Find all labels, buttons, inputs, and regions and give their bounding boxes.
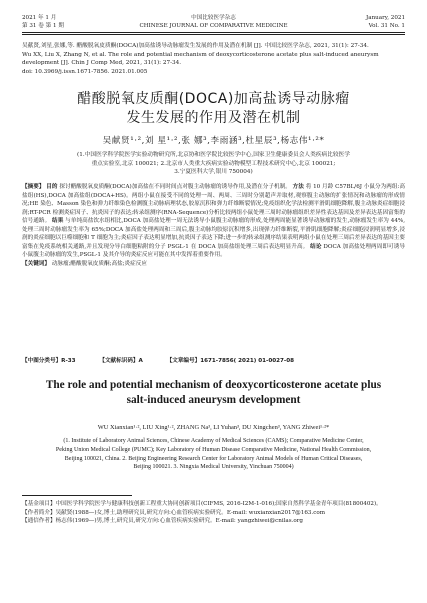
footnote-rule [22,495,132,496]
methods-text: 将 10 月龄 C57BL/6J 小鼠分为两组:高盐组(HS),DOCA 加高盐组(DOCA+HS)。两组小鼠在接受不同的处理一周、两周、三周时分别超声并取材,观察腹主动脉的扩张情况和动脉瘤的形成情况;HE 染色、Masson 染色和弹力纤维染色检测腹主动脉病理状态,胶原沉积和弹力纤维断裂情况;免疫组织化学法检测平滑肌细胞降解,腹主动脉炎症细胞浸润;RT-PCR 检测炎症因子、抗炎因子的表达;转录组测序(RNA-Sequence)分析比较两组小鼠处理三周时动脉瘤组织差异性表达基因及差异表达基因富集的信号通路。 [22,184,406,225]
citation-doi: doi: 10.3969/j.issn.1671-7856. 2021.01.005 [22,68,148,75]
authors-en: WU Xianxian¹·², LIU Xing¹·², ZHANG Na³, LI Yuhan³, DU Xingchen³, YANG Zhiwei¹·²* [97,424,330,431]
results-text: 与单纯高盐饮水组相比,DOCA 加高盐处理一周无法诱导小鼠腹主动脉瘤的形成,处理两周能显著诱导动脉瘤的发生,动脉瘤发生率为 44%,处理三周时动脉瘤发生率为 65%;DOCA 加高盐处理两周和三周后,腹主动脉均胶原沉积增多,出现弹力纤维断裂,平滑肌细胞降解;炎症细胞浸润明显增多,浸润的炎症细胞以巨噬细胞和 T 细胞为主;炎症因子表达明显增加,抗炎因子表达下降;进一步的转录组测序结果表明两组小鼠在处理三周后差异表达的基因主要富集在免疫系统相关通路,并且发现分导白细胞粘附的分子 PSGL-1 在 DOCA 加高盐组处理三周后表达明显升高。 [22,218,405,250]
results-label: 结果 [52,218,64,225]
footnote-fund: 【基金项目】中国医学科学院医学与健康科技创新工程重大协同创新项目(CIFMS, 2016-I2M-1-016);国家自然科学基金青年项目(81800402)。 [22,501,382,507]
authors-cn: 吴献贤¹·²,刘 星¹·²,张 娜³,李雨涵³,杜星辰³,杨志伟¹·²* [102,136,325,146]
classification-row [22,356,405,364]
citation-en: Wu XX, Liu X, Zhang N, et al. The role and potential mechanism of deoxycorticosterone acetate plus salt-induced aneurysm development [J]. Chin J Comp Med, 2021, 31(1): 27-34. [22,51,379,67]
header-rule [22,32,405,33]
affiliations-en: (1. Institute of Laboratory Animal Sciences, Chinese Academy of Medical Sciences (CAMS); Comparative Medicine Center, Peking Union Medical College (PUMC); Key Laboratory of Human Disease Comparative Medicine, National Health Commission, Beijing 100021, China. 2. Beijing Engineering Research Center for Laboratory Animal Models of Human Critical Diseases, Beijing 100021. 3. Ningxia Medical University, Yinchuan 750004) [55,438,372,471]
clc-number: 【中图分类号】R-33 [22,358,76,364]
keywords-text: 动脉瘤;醋酸脱氧皮质酮;高盐;炎症反应 [51,260,147,267]
conclusion-label: 结论 [310,243,322,250]
methods-label: 方法 [292,184,304,190]
affiliations-cn: (1.中国医学科学院医学实验动物研究所,北京协和医学院比较医学中心,国家卫生健康委员会人类疾病比较医学 重点实验室,北京 100021; 2.北京市人类重大疾病实验动物模型工程技术研究中心,北京 100021; 3.宁夏医科大学,银川 750004) [77,152,350,176]
header-issue-cn: 2021 年 1 月 第 31 卷 第 1 期 [22,15,64,29]
footnotes [22,500,405,526]
title-en: The role and potential mechanism of deoxycorticosterone acetate plus salt-induced aneurysm development [45,379,382,406]
header-issue-en: January, 2021 Vol. 31 No. 1 [366,15,405,29]
conclusion-text: DOCA 加高盐处理两周即可诱导小鼠腹主动脉瘤的发生,PSGL-1 及其介导的炎症反应可能在其中发挥着重要作用。 [22,243,406,259]
objective-text: 探讨醋酸脱氧皮质酮(DOCA)加高盐在不同时间点对腹主动脉瘤的诱导作用,及潜在分子机制。 [59,184,291,190]
abstract-label: 【摘要】 [22,184,45,190]
title-cn: 醋酸脱氧皮质酮(DOCA)加高盐诱导动脉瘤 发生发展的作用及潜在机制 [77,91,350,126]
objective-label: 目的 [46,184,58,190]
header-journal-name: 中国比较医学杂志 CHINESE JOURNAL OF COMPARATIVE MEDICINE [139,15,288,29]
footnote-author: 【作者简介】吴献贤(1988—)女,博士,助理研究员,研究方向:心血管疾病实验研究。E-mail: wuxianxian2017@163.com [22,509,326,516]
citation-block [22,42,405,76]
abstract-cn [22,183,405,268]
document-code: 【文献标识码】A [99,358,143,364]
article-number: 【文章编号】1671-7856( 2021) 01-0027-08 [166,358,295,364]
header-rule-double [22,34,405,35]
citation-cn: 吴献贤,刘星,张娜,等. 醋酸脱氧皮质酮(DOCA)加高盐诱导动脉瘤发生发展的作用及潜在机制 [J]. 中国比较医学杂志, 2021, 31(1): 27-34. [22,43,369,49]
footnote-corresponding: 【通信作者】杨志伟(1969—)男,博士,研究员,研究方向:心血管疾病实验研究。E-mail: yangzhiwei@cnilas.org [22,518,304,524]
keywords-label: 【关键词】 [22,260,50,267]
